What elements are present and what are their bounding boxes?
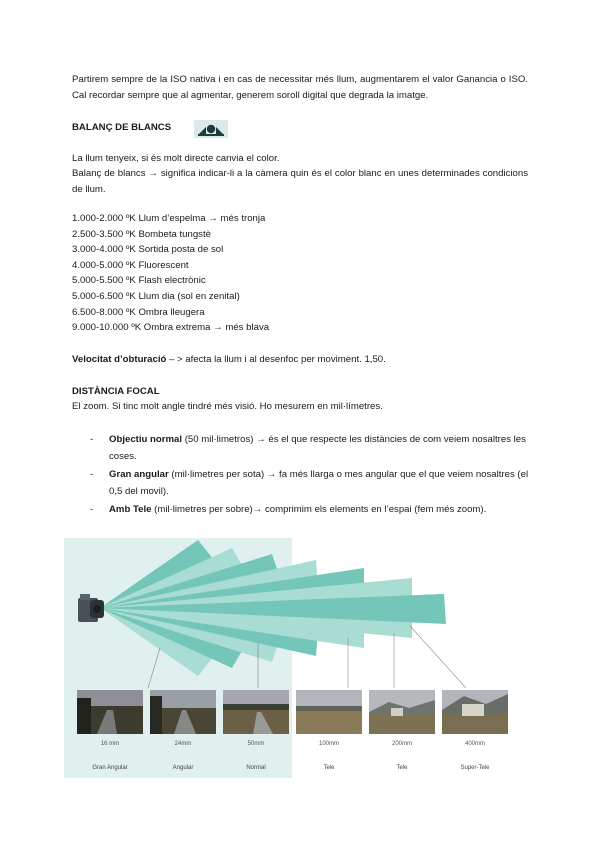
focal-length-diagram bbox=[64, 538, 520, 778]
lens-type-name: Amb Tele bbox=[109, 504, 152, 515]
photo-thumbnail-24mm bbox=[150, 690, 216, 734]
lens-category-label: Tele bbox=[396, 765, 408, 771]
focal-length-intro: El zoom. Si tinc molt angle tindré més visió. Ho mesurem en mil·límetres. bbox=[72, 401, 383, 412]
bullet-dash: - bbox=[90, 434, 94, 445]
intro-paragraph: Partirem sempre de la ISO nativa i en cas de necessitar més llum, augmentarem el valor Ganancia o ISO. Cal recordar sempre que al agmentar, generem soroll digital que degrada la imatge. bbox=[72, 74, 528, 101]
lens-type-name: Gran angular bbox=[109, 469, 169, 480]
temperature-item: 1.000-2.000 ºK Llum d’espelma → més tronja bbox=[72, 213, 266, 224]
focal-length-label: 200mm bbox=[391, 741, 412, 747]
focal-length-label: 24mm bbox=[174, 741, 192, 747]
white-balance-heading: BALANÇ DE BLANCS bbox=[72, 122, 172, 133]
bullet-dash: - bbox=[90, 504, 94, 515]
temperature-item: 9.000-10.000 ºK Ombra extrema → més blava bbox=[72, 322, 270, 334]
photo-thumbnail-50mm bbox=[223, 690, 289, 734]
shutter-speed-text: – > afecta la llum i al desenfoc per moviment. 1,50. bbox=[166, 354, 386, 365]
focal-length-label: 50mm bbox=[247, 741, 265, 747]
photo-thumbnail-16mm bbox=[77, 690, 143, 734]
lens-types-list bbox=[90, 431, 530, 519]
shutter-speed-line bbox=[72, 352, 528, 368]
focal-length-label: 16 mm bbox=[100, 741, 120, 747]
shutter-speed-label: Velocitat d’obturació bbox=[72, 354, 167, 365]
lens-type-description: (mil·limetres per sota) → fa més llarga o mes angular que el que veiem nosaltres (el 0,5 del movil). bbox=[109, 469, 529, 497]
photo-thumbnail-200mm bbox=[369, 690, 435, 734]
temperature-item: 2.500-3.500 ºK Bombeta tungstè bbox=[72, 228, 211, 240]
temperature-item: 5.000-5.500 ºK Flash electrònic bbox=[72, 275, 206, 287]
lens-category-label: Gran Angular bbox=[92, 765, 128, 771]
white-balance-line1: La llum tenyeix, si és molt directe canvia el color. bbox=[72, 153, 280, 164]
angle-of-view-fan bbox=[64, 538, 520, 688]
white-balance-icon bbox=[194, 120, 228, 138]
bullet-dash: - bbox=[90, 469, 94, 480]
temperature-item: 6.500-8.000 ºK Ombra lleugera bbox=[72, 306, 205, 318]
color-temperature-list bbox=[72, 211, 269, 336]
temperature-item: 4.000-5.000 ºK Fluorescent bbox=[72, 259, 189, 271]
white-balance-line2: Balanç de blancs → significa indicar-li a la càmera quin és el color blanc en unes determinades condicions de llum. bbox=[72, 168, 528, 195]
lens-type-description: (mil·limetres per sobre)→ comprimim els elements en l’espai (fem més zoom). bbox=[151, 504, 487, 515]
photo-thumbnail-400mm bbox=[442, 690, 508, 734]
temperature-item: 3.000-4.000 ºK Sortida posta de sol bbox=[72, 244, 224, 256]
lens-type-item bbox=[90, 466, 530, 500]
lens-category-label: Super-Tele bbox=[460, 765, 490, 771]
focal-length-heading: DISTÀNCIA FOCAL bbox=[72, 386, 160, 397]
lens-type-item bbox=[90, 431, 530, 465]
lens-type-item bbox=[90, 501, 530, 518]
lens-category-label: Tele bbox=[323, 765, 335, 771]
temperature-item: 5.000-6.500 ºK Llum dia (sol en zenital) bbox=[72, 290, 240, 302]
camera-icon bbox=[78, 594, 104, 622]
focal-length-label: 100mm bbox=[318, 741, 339, 747]
lens-type-name: Objectiu normal bbox=[109, 434, 183, 445]
photo-thumbnail-100mm bbox=[296, 690, 362, 734]
lens-category-label: Normal bbox=[246, 765, 266, 771]
lens-category-label: Angular bbox=[172, 765, 194, 771]
lens-type-description: (50 mil·limetros) → és el que respecte les distàncies de com veiem nosaltres les coses. bbox=[109, 434, 526, 462]
focal-length-label: 400mm bbox=[464, 741, 485, 747]
